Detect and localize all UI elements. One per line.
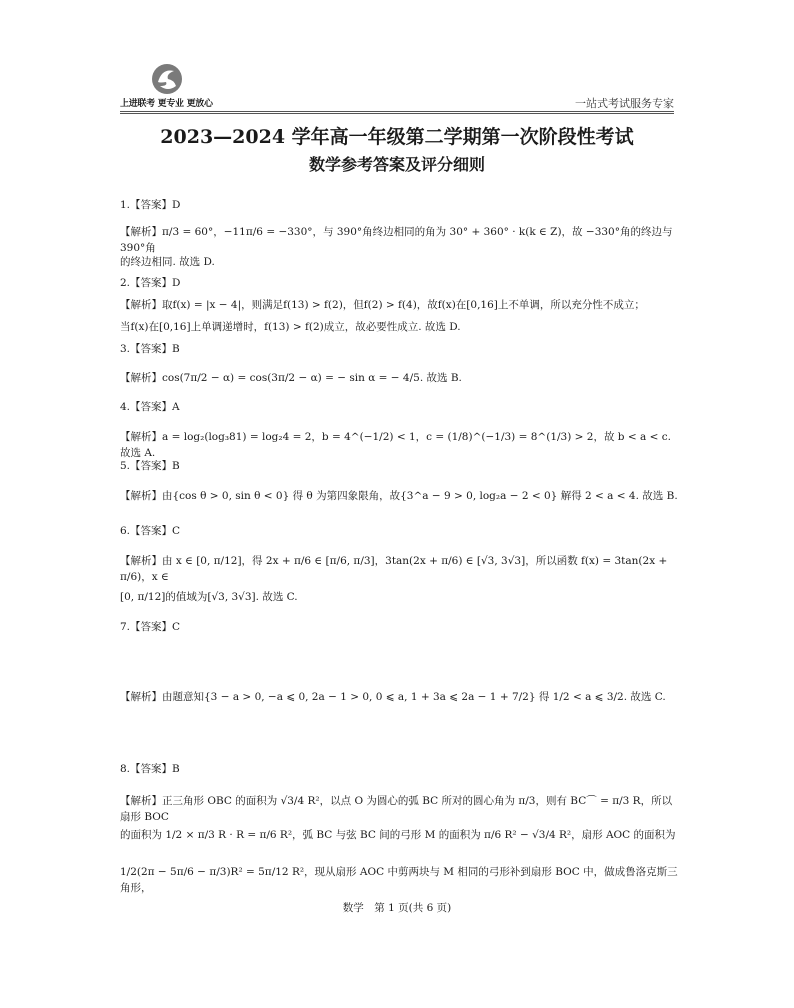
- answer-6: 6.【答案】C: [120, 525, 181, 537]
- page-footer: 数学 第 1 页(共 6 页): [342, 902, 452, 914]
- analysis-5: 【解析】由{cos θ > 0, sin θ < 0} 得 θ 为第四象限角，故{3^a − 9 > 0, log₂a − 2 < 0} 解得 2 < a < 4. 故选 B.: [120, 490, 678, 502]
- analysis-8-line-1: 【解析】正三角形 OBC 的面积为 √3/4 R²，以点 O 为圆心的弧 BC 所对的圆心角为 π/3，则有 BC⌒ = π/3 R，所以扇形 BOC: [120, 795, 673, 823]
- analysis-8-line-3: 1/2(2π − 5π/6 − π/3)R² = 5π/12 R²，现从扇形 AOC 中剪两块与 M 相同的弓形补到扇形 BOC 中，做成鲁洛克斯三角形，: [120, 866, 678, 894]
- logo: [120, 62, 230, 110]
- logo-swirl-icon: [150, 62, 184, 96]
- analysis-1-line-1: 【解析】π/3 = 60°，−11π/6 = −330°，与 390°角终边相同的角为 30° + 360° · k(k ∈ Z)，故 −330°角的终边与 390°角: [120, 226, 673, 254]
- answer-2: 2.【答案】D: [120, 277, 181, 289]
- analysis-4: 【解析】a = log₂(log₃81) = log₂4 = 2，b = 4^(−1/2) < 1，c = (1/8)^(−1/3) = 8^(1/3) > 2，故 b < a < c. 故选 A.: [120, 431, 671, 459]
- analysis-6-line-2: [0, π/12]的值域为[√3, 3√3]. 故选 C.: [120, 591, 298, 603]
- analysis-2-line-1: 【解析】取f(x) = |x − 4|，则满足f(13) > f(2)，但f(2) > f(4)，故f(x)在[0,16]上不单调，所以充分性不成立；: [120, 299, 645, 311]
- analysis-7: 【解析】由题意知{3 − a > 0, −a ⩽ 0, 2a − 1 > 0, 0 ⩽ a, 1 + 3a ⩽ 2a − 1 + 7/2} 得 1/2 < a ⩽ 3/2. 故选 C.: [120, 691, 666, 703]
- answer-5: 5.【答案】B: [120, 460, 180, 472]
- logo-text: 上进联考 更专业 更放心: [120, 99, 213, 109]
- answer-7: 7.【答案】C: [120, 621, 181, 633]
- page-subtitle: 数学参考答案及评分细则: [308, 155, 485, 174]
- page-title: 2023—2024 学年高一年级第二学期第一次阶段性考试: [160, 126, 634, 148]
- answer-8: 8.【答案】B: [120, 763, 180, 775]
- analysis-3: 【解析】cos(7π/2 − α) = cos(3π/2 − α) = − sin α = − 4/5. 故选 B.: [120, 372, 462, 384]
- answer-4: 4.【答案】A: [120, 401, 180, 413]
- header-divider: [120, 111, 674, 112]
- analysis-6-line-1: 【解析】由 x ∈ [0, π/12]，得 2x + π/6 ∈ [π/6, π/3]，3tan(2x + π/6) ∈ [√3, 3√3]，所以函数 f(x) = 3tan(2x + π/6)，x ∈: [120, 555, 668, 583]
- answer-3: 3.【答案】B: [120, 343, 180, 355]
- analysis-8-line-2: 的面积为 1/2 × π/3 R · R = π/6 R²，弧 BC 与弦 BC 间的弓形 M 的面积为 π/6 R² − √3/4 R²，扇形 AOC 的面积为: [120, 829, 676, 841]
- analysis-1-line-2: 的终边相同. 故选 D.: [120, 256, 215, 268]
- analysis-2-line-2: 当f(x)在[0,16]上单调递增时，f(13) > f(2)成立，故必要性成立. 故选 D.: [120, 321, 461, 333]
- answer-1: 1.【答案】D: [120, 199, 181, 211]
- header-divider-thin: [120, 113, 674, 114]
- header-slogan: 一站式考试服务专家: [575, 97, 674, 110]
